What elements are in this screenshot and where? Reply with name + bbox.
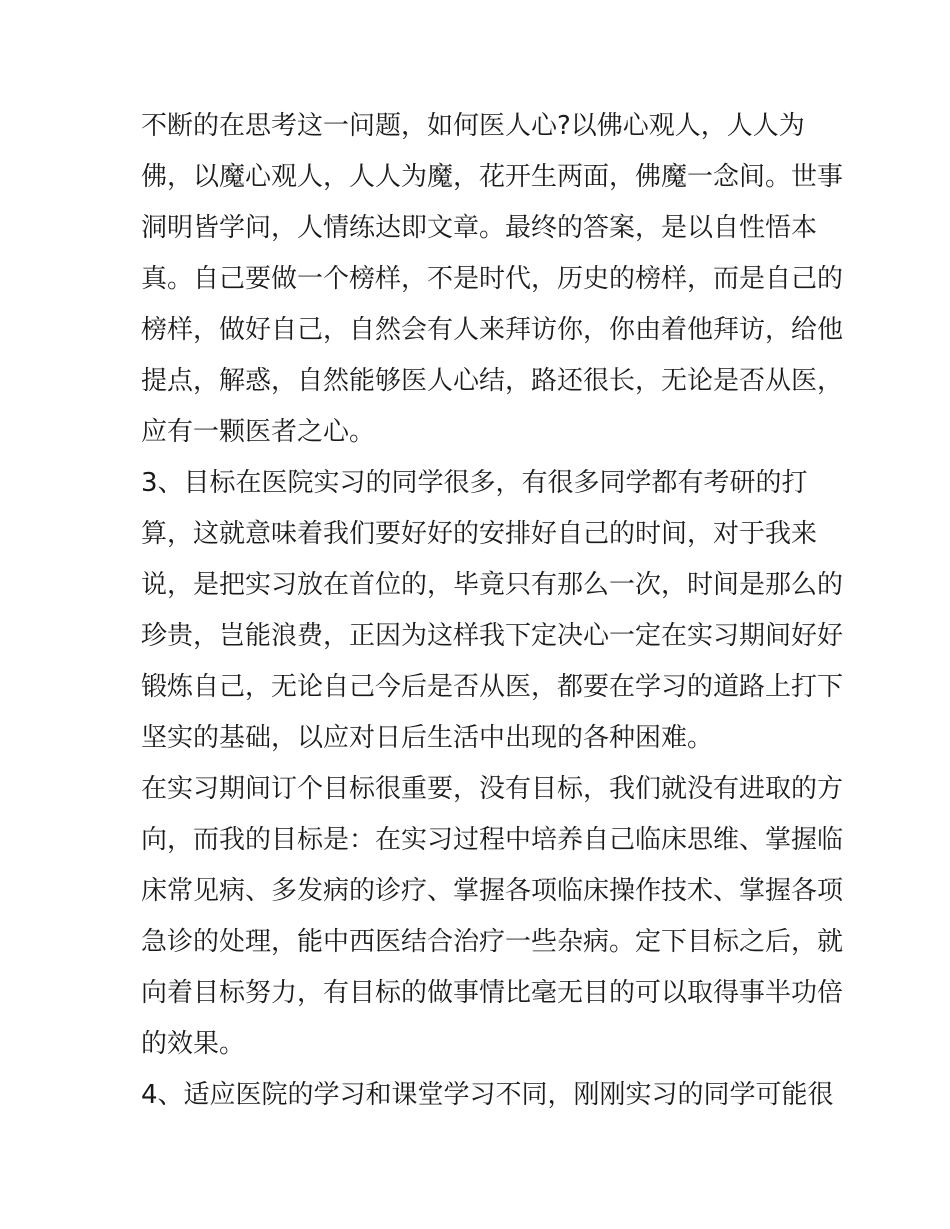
text-line: 不断的在思考这一问题，如何医人心?以佛心观人，人人为	[141, 111, 805, 141]
text-line: 说，是把实习放在首位的，毕竟只有那么一次，时间是那么的	[141, 570, 844, 600]
text-line: 4、适应医院的学习和课堂学习不同，刚刚实习的同学可能很	[141, 1080, 834, 1110]
text-line: 应有一颗医者之心。	[141, 417, 376, 447]
text-line: 洞明皆学问，人情练达即文章。最终的答案，是以自性悟本	[141, 213, 818, 243]
text-line: 真。自己要做一个榜样，不是时代，历史的榜样，而是自己的	[141, 264, 844, 294]
text-line: 在实习期间订个目标很重要，没有目标，我们就没有进取的方	[141, 774, 844, 804]
text-line: 榜样，做好自己，自然会有人来拜访你，你由着他拜访，给他	[141, 315, 844, 345]
text-line: 向，而我的目标是：在实习过程中培养自己临床思维、掌握临	[141, 825, 844, 855]
text-line: 坚实的基础，以应对日后生活中出现的各种困难。	[141, 723, 714, 753]
text-line: 提点，解惑，自然能够医人心结，路还很长，无论是否从医，	[141, 366, 844, 396]
text-line: 的效果。	[141, 1029, 246, 1059]
text-line: 锻炼自己，无论自己今后是否从医，都要在学习的道路上打下	[141, 672, 844, 702]
text-line: 向着目标努力，有目标的做事情比毫无目的可以取得事半功倍	[141, 978, 844, 1008]
text-line: 床常见病、多发病的诊疗、掌握各项临床操作技术、掌握各项	[141, 876, 844, 906]
text-line: 珍贵，岂能浪费，正因为这样我下定决心一定在实习期间好好	[141, 621, 844, 651]
text-line: 算，这就意味着我们要好好的安排好自己的时间，对于我来	[141, 519, 818, 549]
document-body	[141, 111, 844, 1131]
text-line: 急诊的处理，能中西医结合治疗一些杂病。定下目标之后，就	[141, 927, 844, 957]
text-line: 佛，以魔心观人，人人为魔，花开生两面，佛魔一念间。世事	[141, 162, 844, 192]
text-line: 3、目标在医院实习的同学很多，有很多同学都有考研的打	[141, 468, 808, 498]
